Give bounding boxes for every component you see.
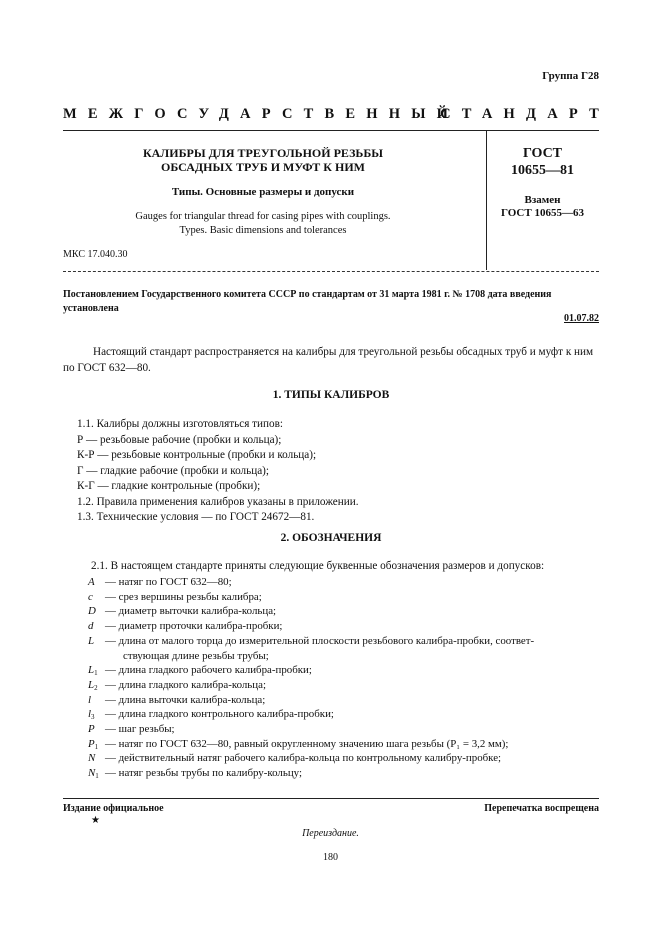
title-line-2: ОБСАДНЫХ ТРУБ И МУФТ К НИМ: [160, 160, 366, 174]
header-rule: [63, 271, 599, 272]
page-number: 180: [323, 852, 338, 863]
mks-code: МКС 17.040.30: [63, 249, 128, 260]
definition-row: P — шаг резьбы;: [88, 722, 606, 737]
scope-paragraph: Настоящий стандарт распространяется на калибры для треугольной резьбы обсадных труб и муфт к ним по ГОСТ 632—80.: [63, 346, 594, 374]
list-item: 1.1. Калибры должны изготовляться типов:: [77, 418, 283, 430]
symbol: D: [88, 605, 96, 618]
list-item: К-Р — резьбовые контрольные (пробки и кольца);: [77, 449, 317, 461]
section-1-list: [77, 417, 599, 526]
symbol: N: [88, 752, 96, 765]
symbol: N1: [88, 767, 99, 781]
symbol: L2: [88, 678, 98, 692]
symbol: P: [88, 723, 95, 736]
definition-row: L1 — длина гладкого рабочего калибра-пробки;: [88, 663, 606, 678]
definition-row: P1 — натяг по ГОСТ 632—80, равный округленному значению шага резьбы (P₁ = 3,2 мм);: [88, 737, 606, 752]
footer-rule: [63, 798, 599, 799]
top-rule: [63, 130, 599, 131]
section-2-heading: 2. ОБОЗНАЧЕНИЯ: [280, 532, 382, 544]
list-item: К-Г — гладкие контрольные (пробки);: [77, 480, 261, 492]
english-line-1: Gauges for triangular thread for casing pipes with couplings.: [135, 211, 391, 222]
english-line-2: Types. Basic dimensions and tolerances: [179, 225, 347, 236]
resolution-text: Постановлением Государственного комитета СССР по стандартам от 31 марта 1981 г. № 1708 дата введения установлена: [63, 289, 552, 314]
standard-banner: [63, 106, 610, 126]
definition-row: l — длина выточки калибра-кольца;: [88, 693, 606, 708]
symbol-definitions: [88, 575, 606, 781]
gost-label: ГОСТ: [522, 146, 563, 161]
symbol: L1: [88, 664, 98, 678]
symbol: d: [88, 620, 94, 633]
group-code: Группа Г28: [542, 70, 599, 82]
list-item: Г — гладкие рабочие (пробки и кольца);: [77, 464, 270, 477]
title-line-1: КАЛИБРЫ ДЛЯ ТРЕУГОЛЬНОЙ РЕЗЬБЫ: [142, 146, 384, 160]
symbol: l: [88, 693, 92, 706]
list-item: Р — резьбовые рабочие (пробки и кольца);: [77, 433, 282, 446]
symbol: c: [88, 590, 93, 603]
replaced-standard: ГОСТ 10655—63: [501, 207, 584, 219]
definition-row: A — натяг по ГОСТ 632—80;: [88, 575, 606, 590]
symbol: P1: [88, 737, 99, 751]
definition-row: N1 — натяг резьбы трубы по калибру-кольцу;: [88, 766, 606, 781]
standard-title: [63, 146, 463, 174]
official-edition: Издание официальное: [63, 803, 164, 814]
definition-row: d — диаметр проточки калибра-пробки;: [88, 619, 606, 634]
definition-row: N — действительный натяг рабочего калибра-кольца по контрольному калибру-пробке;: [88, 751, 606, 766]
reprint-prohibited: Перепечатка воспрещена: [484, 803, 599, 814]
replaces-label: Взамен: [524, 194, 561, 206]
section-2-intro: 2.1. В настоящем стандарте приняты следующие буквенные обозначения размеров и допусков:: [91, 560, 545, 572]
symbol: l3: [88, 708, 95, 722]
definition-row: L — длина от малого торца до измерительной плоскости резьбового калибра-пробки, соответ-: [88, 634, 606, 649]
definition-row: D — диаметр выточки калибра-кольца;: [88, 604, 606, 619]
star-icon: ★: [91, 815, 100, 826]
introduction-date: 01.07.82: [564, 313, 599, 324]
standard-subtitle: Типы. Основные размеры и допуски: [171, 186, 355, 198]
banner-interstate: МЕЖГОСУДАРСТВЕННЫЙ: [63, 106, 460, 122]
definition-row: l3 — длина гладкого контрольного калибра-пробки;: [88, 707, 606, 722]
banner-standard: СТАНДАРТ: [440, 106, 610, 122]
list-item: 1.3. Технические условия — по ГОСТ 24672—81.: [77, 511, 315, 523]
section-1-heading: 1. ТИПЫ КАЛИБРОВ: [272, 389, 390, 401]
gost-number: 10655—81: [511, 163, 574, 178]
symbol: A: [88, 576, 95, 588]
english-title: [63, 210, 463, 238]
definition-row: L2 — длина гладкого калибра-кольца;: [88, 678, 606, 693]
reissue-note: Переиздание.: [302, 828, 359, 839]
list-item: 1.2. Правила применения калибров указаны в приложении.: [77, 495, 359, 508]
symbol: L: [88, 634, 95, 647]
definition-continuation: ствующая длине резьбы трубы;: [123, 649, 269, 662]
definition-row: c — срез вершины резьбы калибра;: [88, 590, 606, 605]
